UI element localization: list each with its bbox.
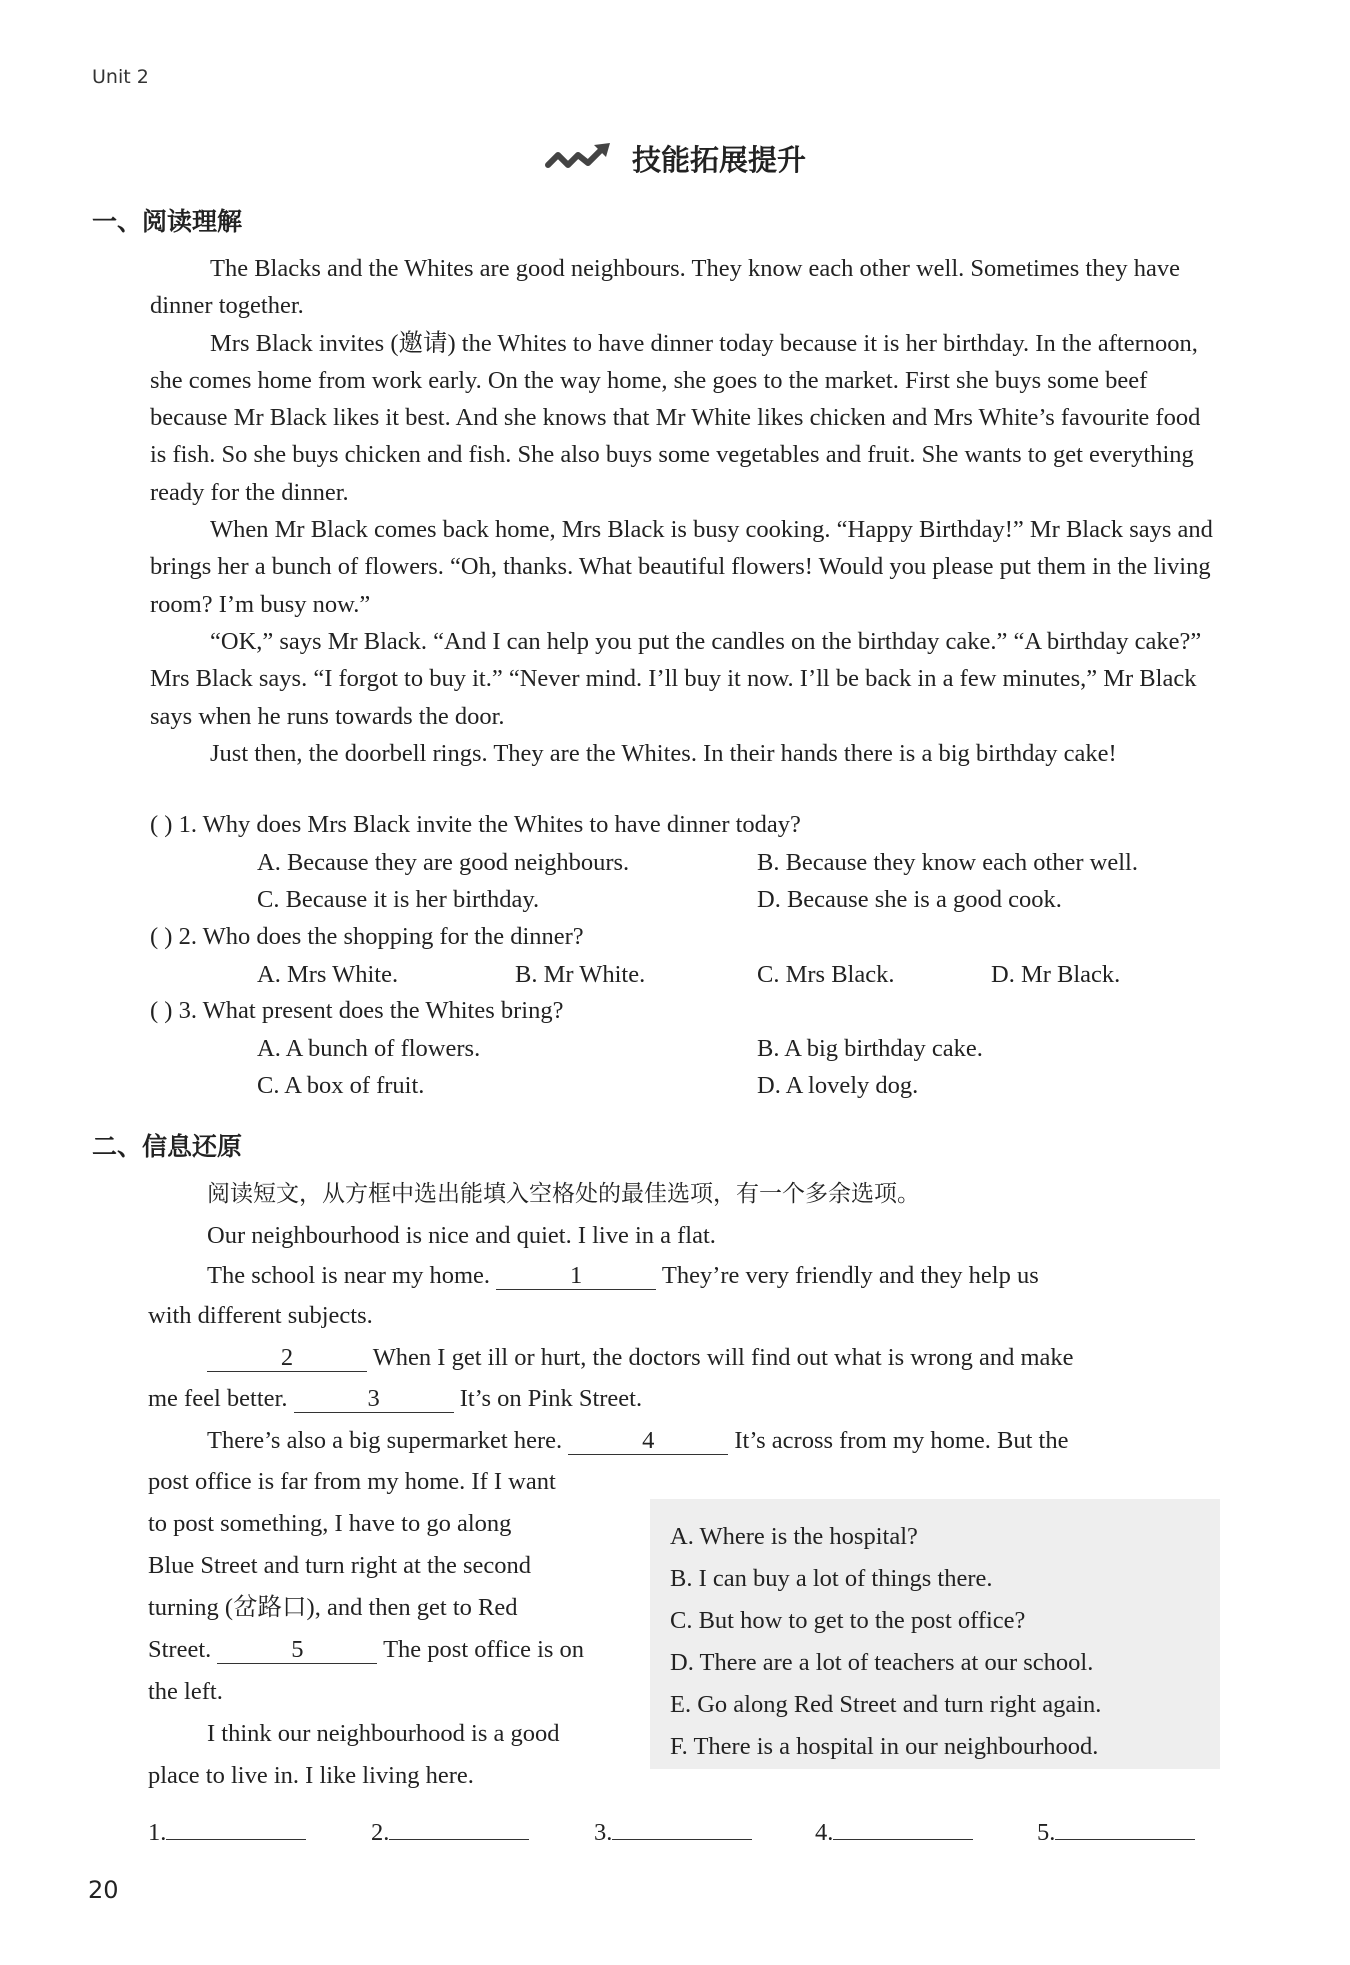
cloze-text: There’s also a big supermarket here. <box>207 1427 563 1454</box>
option: A. Mrs White. <box>257 961 399 988</box>
section-title-reading: 一、阅读理解 <box>92 207 243 236</box>
answer-slot-4[interactable] <box>815 1811 973 1847</box>
answer-number: 3. <box>594 1819 613 1846</box>
question-stem: 1. Why does Mrs Black invite the Whites to have dinner today? <box>178 811 801 838</box>
passage-paragraph: Mrs Black invites (邀请) the Whites to have dinner today because it is her birthday. In the afternoon, she comes home from work early. On the way home, she goes to the market. First she buys some beef because Mr Black likes it best. And she knows that Mr White likes chicken and Mrs White’s favourite food is fish. So she buys chicken and fish. She also buys some vegetables and fruit. She wants to get everything ready for the dinner. <box>150 329 1201 506</box>
options-box <box>650 1499 1220 1769</box>
cloze-text: They’re very friendly and they help us <box>661 1262 1039 1289</box>
option: D. A lovely dog. <box>757 1072 919 1099</box>
question-stem: 3. What present does the Whites bring? <box>178 997 564 1024</box>
answer-number: 4. <box>815 1819 834 1846</box>
section-banner <box>0 138 1350 179</box>
option: C. Mrs Black. <box>757 961 895 988</box>
answer-number: 1. <box>148 1819 167 1846</box>
trend-up-icon <box>544 139 614 178</box>
answer-line[interactable] <box>1055 1811 1195 1840</box>
banner-title: 技能拓展提升 <box>631 143 806 177</box>
option-f: F. There is a hospital in our neighbourhood. <box>670 1733 1099 1760</box>
cloze-text: The post office is on <box>383 1636 585 1663</box>
instruction: 阅读短文，从方框中选出能填入空格处的最佳选项，有一个多余选项。 <box>207 1181 920 1206</box>
option: C. Because it is her birthday. <box>257 886 540 913</box>
passage-paragraph: When Mr Black comes back home, Mrs Black is busy cooking. “Happy Birthday!” Mr Black says and brings her a bunch of flowers. “Oh, thanks. What beautiful flowers! Would you please put them in the living room? I’m busy now.” <box>150 516 1213 618</box>
cloze-line <box>207 1257 1039 1294</box>
answer-slot-5[interactable] <box>1037 1811 1195 1847</box>
answer-paren[interactable]: ( ) <box>150 997 173 1024</box>
cloze-text: It’s on Pink Street. <box>459 1385 643 1412</box>
passage-paragraph: The Blacks and the Whites are good neighbours. They know each other well. Sometimes they have dinner together. <box>150 255 1180 320</box>
answer-number: 2. <box>371 1819 390 1846</box>
page-number: 20 <box>88 1876 119 1904</box>
cloze-line: place to live in. I like living here. <box>148 1762 474 1789</box>
cloze-line: Blue Street and turn right at the second <box>148 1552 532 1579</box>
answer-line[interactable] <box>166 1811 306 1840</box>
answer-paren[interactable]: ( ) <box>150 811 173 838</box>
answer-line[interactable] <box>612 1811 752 1840</box>
cloze-line: to post something, I have to go along <box>148 1510 512 1537</box>
cloze-line: I think our neighbourhood is a good <box>207 1720 560 1747</box>
cloze-line: post office is far from my home. If I want <box>148 1468 556 1495</box>
blank-1[interactable]: 1 <box>496 1259 656 1290</box>
cloze-line <box>207 1422 1068 1459</box>
option: D. Mr Black. <box>991 961 1121 988</box>
question-2 <box>150 918 584 955</box>
cloze-text: me feel better. <box>148 1385 288 1412</box>
passage-paragraph: “OK,” says Mr Black. “And I can help you put the candles on the birthday cake.” “A birthday cake?” Mrs Black says. “I forgot to buy it.” “Never mind. I’ll buy it now. I’ll be back in a few minutes,” Mr Black says when he runs towards the door. <box>150 627 1202 730</box>
cloze-line <box>207 1339 1074 1376</box>
option: A. Because they are good neighbours. <box>257 849 630 876</box>
answer-line[interactable] <box>389 1811 529 1840</box>
cloze-line: with different subjects. <box>148 1302 373 1329</box>
answer-slot-2[interactable] <box>371 1811 529 1847</box>
question-1 <box>150 806 801 843</box>
option: B. A big birthday cake. <box>757 1035 983 1062</box>
answer-paren[interactable]: ( ) <box>150 923 173 950</box>
question-3 <box>150 992 563 1029</box>
cloze-text: The school is near my home. <box>207 1262 491 1289</box>
blank-5[interactable]: 5 <box>217 1633 377 1664</box>
blank-3[interactable]: 3 <box>294 1382 454 1413</box>
option-e: E. Go along Red Street and turn right again. <box>670 1691 1102 1718</box>
passage-paragraph: Just then, the doorbell rings. They are the Whites. In their hands there is a big birthday cake! <box>210 739 1117 767</box>
option: D. Because she is a good cook. <box>757 886 1062 913</box>
option-d: D. There are a lot of teachers at our school. <box>670 1649 1094 1676</box>
cloze-text: Street. <box>148 1636 212 1663</box>
blank-2[interactable]: 2 <box>207 1341 367 1372</box>
reading-passage <box>150 250 1222 772</box>
section-title-info-restore: 二、信息还原 <box>92 1132 243 1161</box>
option: B. Because they know each other well. <box>757 849 1138 876</box>
answer-slot-1[interactable] <box>148 1811 306 1847</box>
option-c: C. But how to get to the post office? <box>670 1607 1026 1634</box>
answer-number: 5. <box>1037 1819 1056 1846</box>
cloze-line: turning (岔路口), and then get to Red <box>148 1594 518 1621</box>
cloze-text: It’s across from my home. But the <box>734 1427 1069 1454</box>
answer-line[interactable] <box>833 1811 973 1840</box>
question-stem: 2. Who does the shopping for the dinner? <box>178 923 584 950</box>
option: B. Mr White. <box>515 961 646 988</box>
option-a: A. Where is the hospital? <box>670 1523 918 1550</box>
unit-label: Unit 2 <box>92 66 149 88</box>
cloze-line: Our neighbourhood is nice and quiet. I live in a flat. <box>207 1222 716 1249</box>
cloze-line: the left. <box>148 1678 223 1705</box>
cloze-line <box>148 1380 642 1417</box>
option-b: B. I can buy a lot of things there. <box>670 1565 993 1592</box>
cloze-line <box>148 1631 584 1668</box>
cloze-text: When I get ill or hurt, the doctors will find out what is wrong and make <box>372 1344 1074 1371</box>
option: A. A bunch of flowers. <box>257 1035 481 1062</box>
blank-4[interactable]: 4 <box>568 1424 728 1455</box>
answer-slot-3[interactable] <box>594 1811 752 1847</box>
option: C. A box of fruit. <box>257 1072 425 1099</box>
